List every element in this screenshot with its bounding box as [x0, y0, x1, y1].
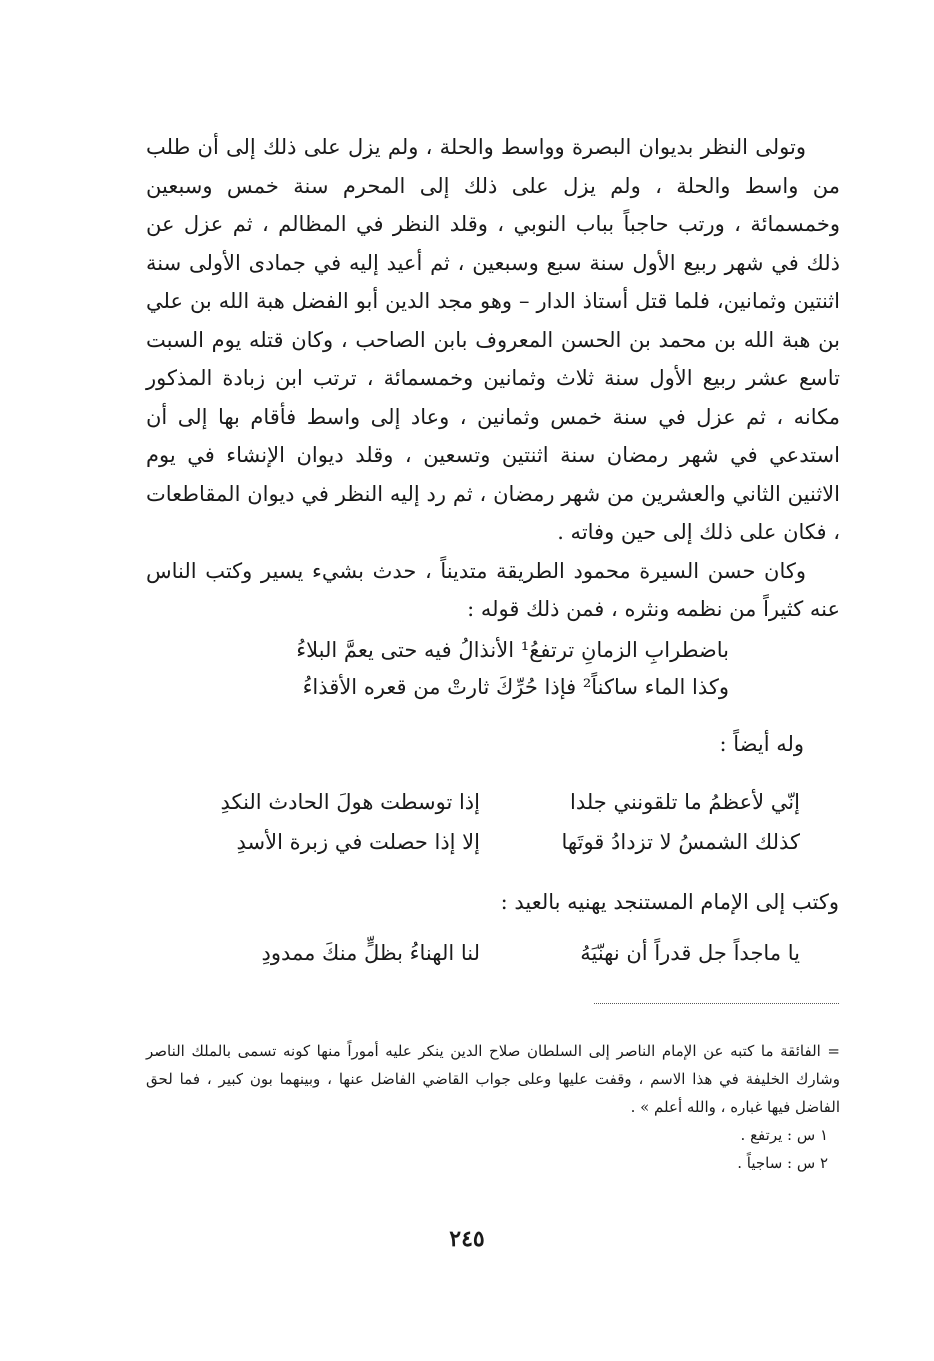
verse-2-intro: وله أيضاً :	[719, 732, 804, 756]
verse-2-line-1-second-hemistich: إذا توسطت هولَ الحادث النكدِ	[220, 790, 480, 814]
footnotes	[146, 1037, 840, 1177]
verse-3-line-1-first-hemistich: يا ماجداً جل قدراً أن نهنّيَهُ	[580, 941, 800, 965]
paragraph-2: وكان حسن السيرة محمود الطريقة متديناً ، حدث بشيء يسير وكتب الناس عنه كثيراً من نظمه ونثره ، فمن ذلك قوله :	[146, 558, 840, 621]
footnote-separator	[594, 1003, 839, 1004]
verse-1-line-1: باضطرابِ الزمانِ ترتفعُ¹ الأنذالُ فيه حتى يعمَّ البلاءُ	[296, 638, 729, 662]
verse-block-1	[296, 632, 729, 706]
verse-2-line-2-second-hemistich: إلا إذا حصلت في زبرة الأسدِ	[236, 830, 480, 854]
verse-2-line-2-first-hemistich: كذلك الشمسُ لا تزدادُ قوتَها	[561, 830, 800, 854]
main-text	[146, 128, 840, 629]
verse-1-line-2: وكذا الماء ساكناً² فإذا حُرِّكَ ثارتْ من قعره الأقذاءُ	[302, 675, 729, 699]
page-number: ٢٤٥	[449, 1226, 485, 1252]
paragraph-1: وتولى النظر بديوان البصرة وواسط والحلة ، ولم يزل على ذلك إلى أن طلب من واسط والحلة ، ولم يزل على ذلك إلى المحرم سنة خمس وسبعين وخمسمائة ، ورتب حاجباً بباب النوبي ، وقلد النظر في المظالم ، ثم عزل عن ذلك في شهر ربيع الأول سنة سبع وسبعين ، ثم أعيد إليه في جمادى الأولى سنة اثنتين وثمانين، فلما قتل أستاذ الدار – وهو مجد الدين أبو الفضل هبة الله بن علي بن هبة الله بن محمد بن الحسن المعروف بابن الصاحب ، وكان قتله يوم السبت تاسع عشر ربيع الأول سنة ثلاث وثمانين وخمسمائة ، ترتب ابن زبادة المذكور مكانه ، ثم عزل في سنة خمس وثمانين ، وعاد إلى واسط فأقام بها إلى أن استدعي في شهر رمضان سنة اثنتين وتسعين ، وقلد ديوان الإنشاء في يوم الاثنين الثاني والعشرين من شهر رمضان ، ثم رد إليه النظر في ديوان المقاطعات ، فكان على ذلك إلى حين وفاته .	[146, 135, 840, 544]
footnote-continued: = الفائقة ما كتبه عن الإمام الناصر إلى السلطان صلاح الدين ينكر عليه أموراً منها كونه تسمى بالملك الناصر وشارك الخليفة في هذا الاسم ، وقفت عليها وعلى جواب القاضي الفاضل عنها ، وبينهما بون كبير ، فما لحق الفاضل فيها غباره ، والله أعلم » .	[146, 1042, 840, 1116]
footnote-1: ١ س : يرتفع .	[740, 1126, 828, 1144]
verse-3-intro: وكتب إلى الإمام المستنجد يهنيه بالعيد :	[500, 890, 839, 914]
verse-2-line-1-first-hemistich: إنّي لأعظمُ ما تلقونني جلدا	[570, 790, 800, 814]
verse-3-line-1-second-hemistich: لنا الهناءُ بظلٍّ منكَ ممدودِ	[261, 941, 480, 965]
footnote-2: ٢ س : ساجياً .	[737, 1154, 828, 1172]
